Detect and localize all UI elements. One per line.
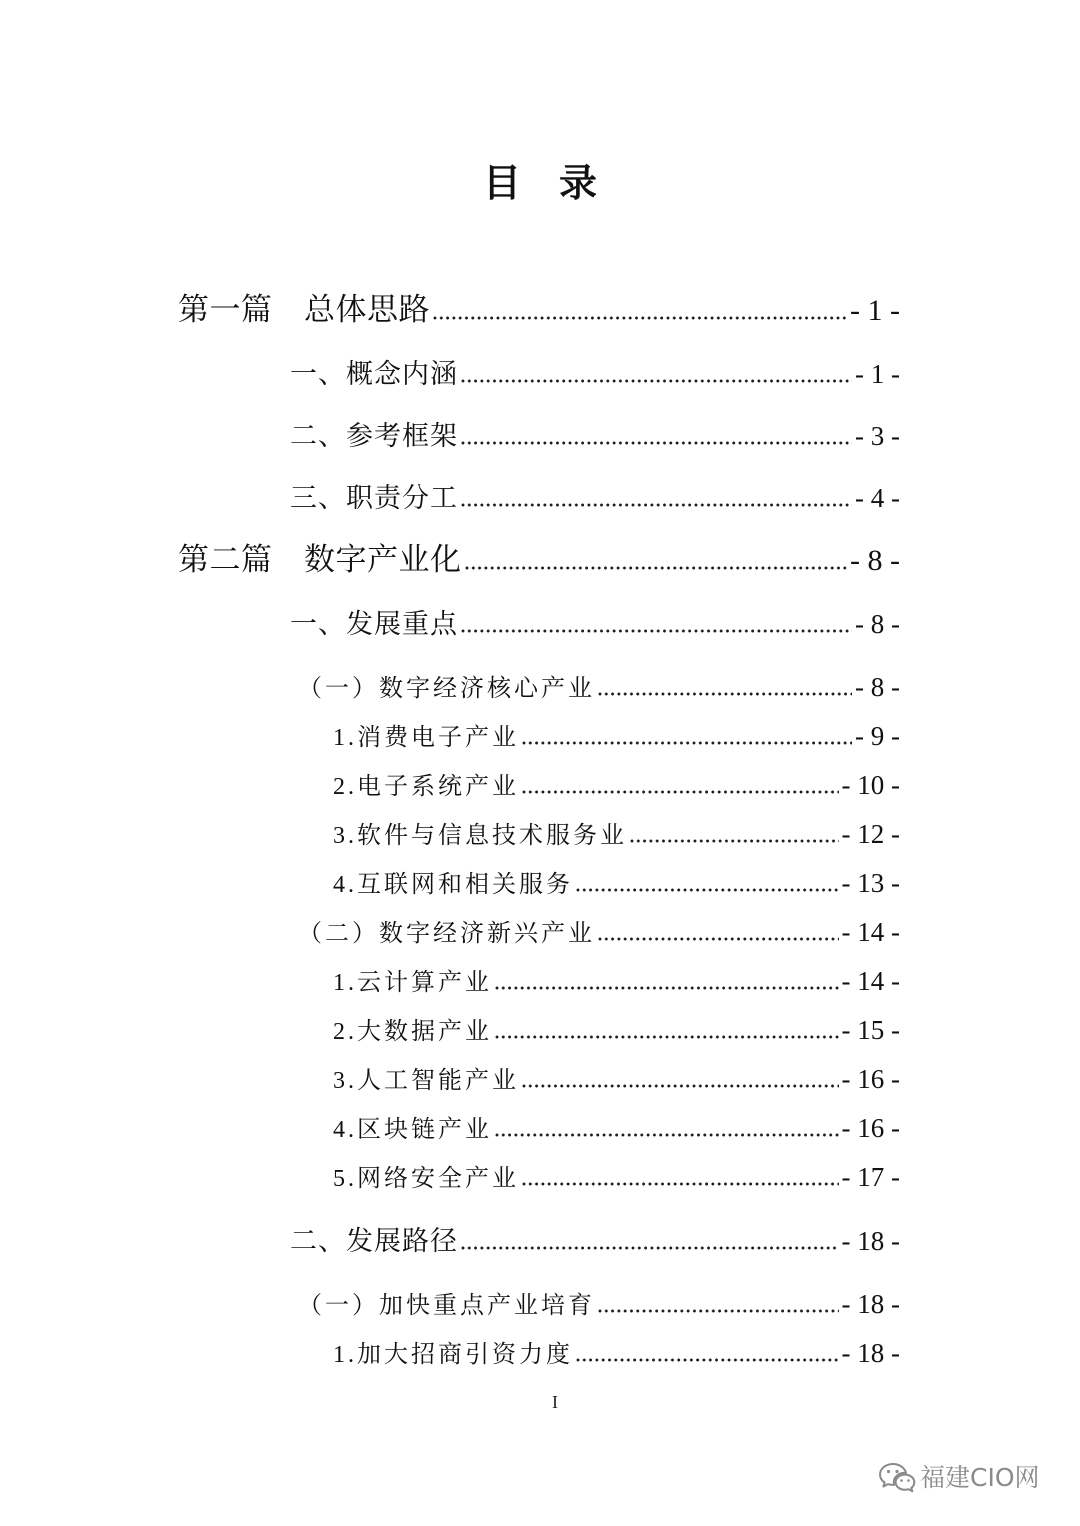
toc-entry bbox=[0, 908, 1080, 957]
toc-entry-page: - 17 - bbox=[841, 1161, 900, 1192]
toc-entry-label: 1.加大招商引资力度 bbox=[333, 1341, 573, 1368]
toc-entry-page: - 12 - bbox=[841, 818, 900, 849]
toc-entry-page: - 9 - bbox=[855, 720, 900, 751]
dot-leader bbox=[597, 692, 852, 696]
toc-entry-label: 第一篇 总体思路 bbox=[178, 292, 430, 328]
dot-leader bbox=[575, 1358, 839, 1362]
dot-leader bbox=[597, 1309, 839, 1313]
toc-entry-label: （二）数字经济新兴产业 bbox=[298, 920, 595, 947]
toc-entry bbox=[0, 405, 1080, 467]
dot-leader bbox=[460, 503, 852, 507]
toc-entry-page: - 14 - bbox=[841, 916, 900, 947]
toc-entry bbox=[0, 343, 1080, 405]
toc-entry-label: （一）加快重点产业培育 bbox=[298, 1292, 595, 1319]
toc-entry bbox=[0, 1104, 1080, 1153]
toc-entry bbox=[0, 1280, 1080, 1329]
wechat-icon bbox=[878, 1460, 916, 1496]
toc-entry-label: 2.大数据产业 bbox=[333, 1018, 492, 1045]
toc-entry-page: - 15 - bbox=[841, 1014, 900, 1045]
footer-page-number: I bbox=[552, 1392, 558, 1412]
toc-entry bbox=[0, 593, 1080, 655]
dot-leader bbox=[629, 839, 839, 843]
watermark bbox=[878, 1458, 1040, 1498]
dot-leader bbox=[521, 1084, 839, 1088]
dot-leader bbox=[460, 379, 852, 383]
toc-entry bbox=[0, 957, 1080, 1006]
toc-entry bbox=[0, 761, 1080, 810]
toc-entry bbox=[0, 467, 1080, 529]
toc-entry-label: 二、参考框架 bbox=[290, 421, 458, 452]
toc-entry-label: 2.电子系统产业 bbox=[333, 773, 519, 800]
dot-leader bbox=[597, 937, 839, 941]
toc-entry-page: - 8 - bbox=[855, 609, 900, 639]
dot-leader bbox=[521, 741, 852, 745]
toc-entry-page: - 3 - bbox=[855, 421, 900, 451]
toc-entry-label: 一、概念内涵 bbox=[290, 359, 458, 390]
dot-leader bbox=[464, 566, 848, 570]
toc-entry-label: 一、发展重点 bbox=[290, 609, 458, 640]
watermark-text: 福建CIO网 bbox=[920, 1463, 1040, 1492]
toc-entry-label: 3.人工智能产业 bbox=[333, 1067, 519, 1094]
dot-leader bbox=[460, 441, 852, 445]
toc-entry-page: - 16 - bbox=[841, 1112, 900, 1143]
dot-leader bbox=[460, 1246, 839, 1250]
dot-leader bbox=[432, 316, 847, 320]
page-title: 目 录 bbox=[482, 161, 597, 205]
toc-entry-page: - 18 - bbox=[841, 1288, 900, 1319]
toc-entry bbox=[0, 810, 1080, 859]
toc-entry-label: 3.软件与信息技术服务业 bbox=[333, 822, 627, 849]
toc-entry bbox=[0, 279, 1080, 341]
toc-entry-page: - 1 - bbox=[855, 359, 900, 389]
toc-entry bbox=[0, 1210, 1080, 1272]
toc-entry-page: - 1 - bbox=[850, 294, 900, 327]
toc-entry bbox=[0, 859, 1080, 908]
toc-entry-label: 5.网络安全产业 bbox=[333, 1165, 519, 1192]
table-of-contents bbox=[0, 279, 1080, 1378]
toc-entry-label: 4.区块链产业 bbox=[333, 1116, 492, 1143]
dot-leader bbox=[460, 629, 852, 633]
dot-leader bbox=[521, 790, 839, 794]
toc-entry bbox=[0, 1153, 1080, 1202]
dot-leader bbox=[494, 986, 839, 990]
dot-leader bbox=[575, 888, 839, 892]
toc-entry-page: - 10 - bbox=[841, 769, 900, 800]
toc-entry bbox=[0, 712, 1080, 761]
toc-entry-label: 第二篇 数字产业化 bbox=[178, 542, 462, 578]
toc-entry-page: - 18 - bbox=[841, 1226, 900, 1256]
toc-entry-page: - 8 - bbox=[850, 544, 900, 577]
toc-entry-page: - 8 - bbox=[855, 671, 900, 702]
toc-entry-label: 1.消费电子产业 bbox=[333, 724, 519, 751]
toc-entry-label: 二、发展路径 bbox=[290, 1226, 458, 1257]
toc-entry-label: 1.云计算产业 bbox=[333, 969, 492, 996]
toc-entry bbox=[0, 1055, 1080, 1104]
toc-entry bbox=[0, 663, 1080, 712]
toc-entry-label: 三、职责分工 bbox=[290, 483, 458, 514]
toc-entry-label: 4.互联网和相关服务 bbox=[333, 871, 573, 898]
toc-entry-label: （一）数字经济核心产业 bbox=[298, 675, 595, 702]
toc-entry-page: - 13 - bbox=[841, 867, 900, 898]
toc-entry-page: - 16 - bbox=[841, 1063, 900, 1094]
toc-entry-page: - 18 - bbox=[841, 1337, 900, 1368]
toc-entry-page: - 4 - bbox=[855, 483, 900, 513]
toc-entry-page: - 14 - bbox=[841, 965, 900, 996]
toc-entry bbox=[0, 529, 1080, 591]
toc-entry bbox=[0, 1329, 1080, 1378]
toc-entry bbox=[0, 1006, 1080, 1055]
dot-leader bbox=[494, 1035, 839, 1039]
dot-leader bbox=[494, 1133, 839, 1137]
dot-leader bbox=[521, 1182, 839, 1186]
